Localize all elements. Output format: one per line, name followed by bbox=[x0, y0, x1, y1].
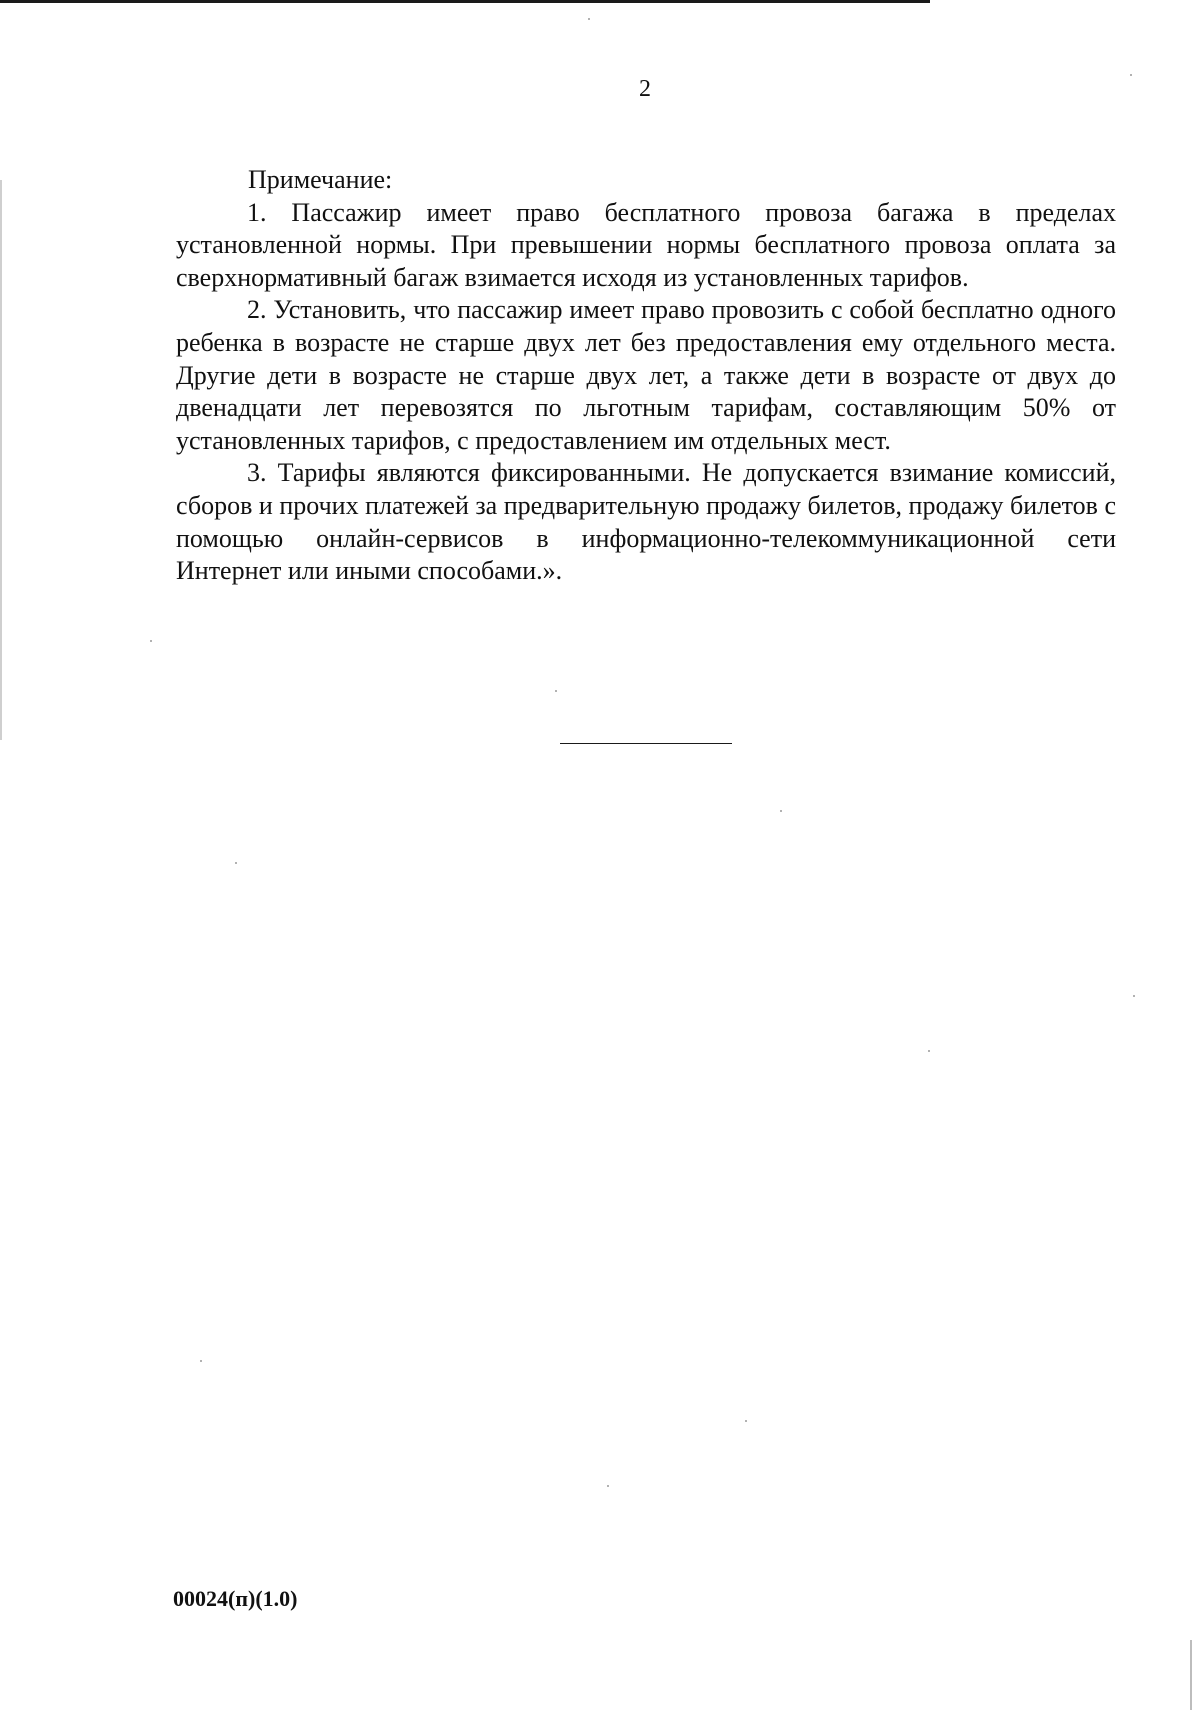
document-body bbox=[176, 164, 1116, 588]
scan-speck bbox=[588, 18, 590, 20]
scan-speck bbox=[235, 862, 237, 864]
note-item-1: 1. Пассажир имеет право бесплатного провоза багажа в пределах установленной нормы. При превышении нормы бесплатного провоза оплата за сверхнормативный багаж взимается исходя из установленных тарифов. bbox=[176, 197, 1116, 292]
scan-top-edge bbox=[0, 0, 930, 3]
scan-speck bbox=[745, 1420, 747, 1422]
scan-speck bbox=[150, 640, 152, 642]
note-item-3: 3. Тарифы являются фиксированными. Не допускается взимание комиссий, сборов и прочих платежей за предварительную продажу билетов, продажу билетов с помощью онлайн-сервисов в информационно-телекоммуникационной сети Интернет или иными способами.». bbox=[176, 458, 1116, 586]
scan-speck bbox=[607, 1485, 609, 1487]
note-heading: Примечание: bbox=[248, 165, 393, 194]
scan-speck bbox=[555, 690, 557, 692]
end-of-text-rule bbox=[560, 743, 732, 744]
scan-left-edge bbox=[0, 180, 2, 740]
scan-speck bbox=[1130, 74, 1132, 76]
scan-right-edge bbox=[1190, 1640, 1192, 1710]
note-item-2: 2. Установить, что пассажир имеет право провозить с собой бесплатно одного ребенка в возрасте не старше двух лет без предоставления ему отдельного места. Другие дети в возрасте не старше двух лет, а также дети в возрасте от двух до двенадцати лет перевозятся по льготным тарифам, составляющим 50% от установленных тарифов, с предоставлением им отдельных мест. bbox=[176, 295, 1116, 455]
page-number: 2 bbox=[639, 76, 651, 102]
document-code: 00024(п)(1.0) bbox=[173, 1586, 298, 1611]
scan-speck bbox=[1133, 995, 1135, 997]
scan-speck bbox=[928, 1050, 930, 1052]
scan-speck bbox=[200, 1360, 202, 1362]
scan-speck bbox=[780, 810, 782, 812]
